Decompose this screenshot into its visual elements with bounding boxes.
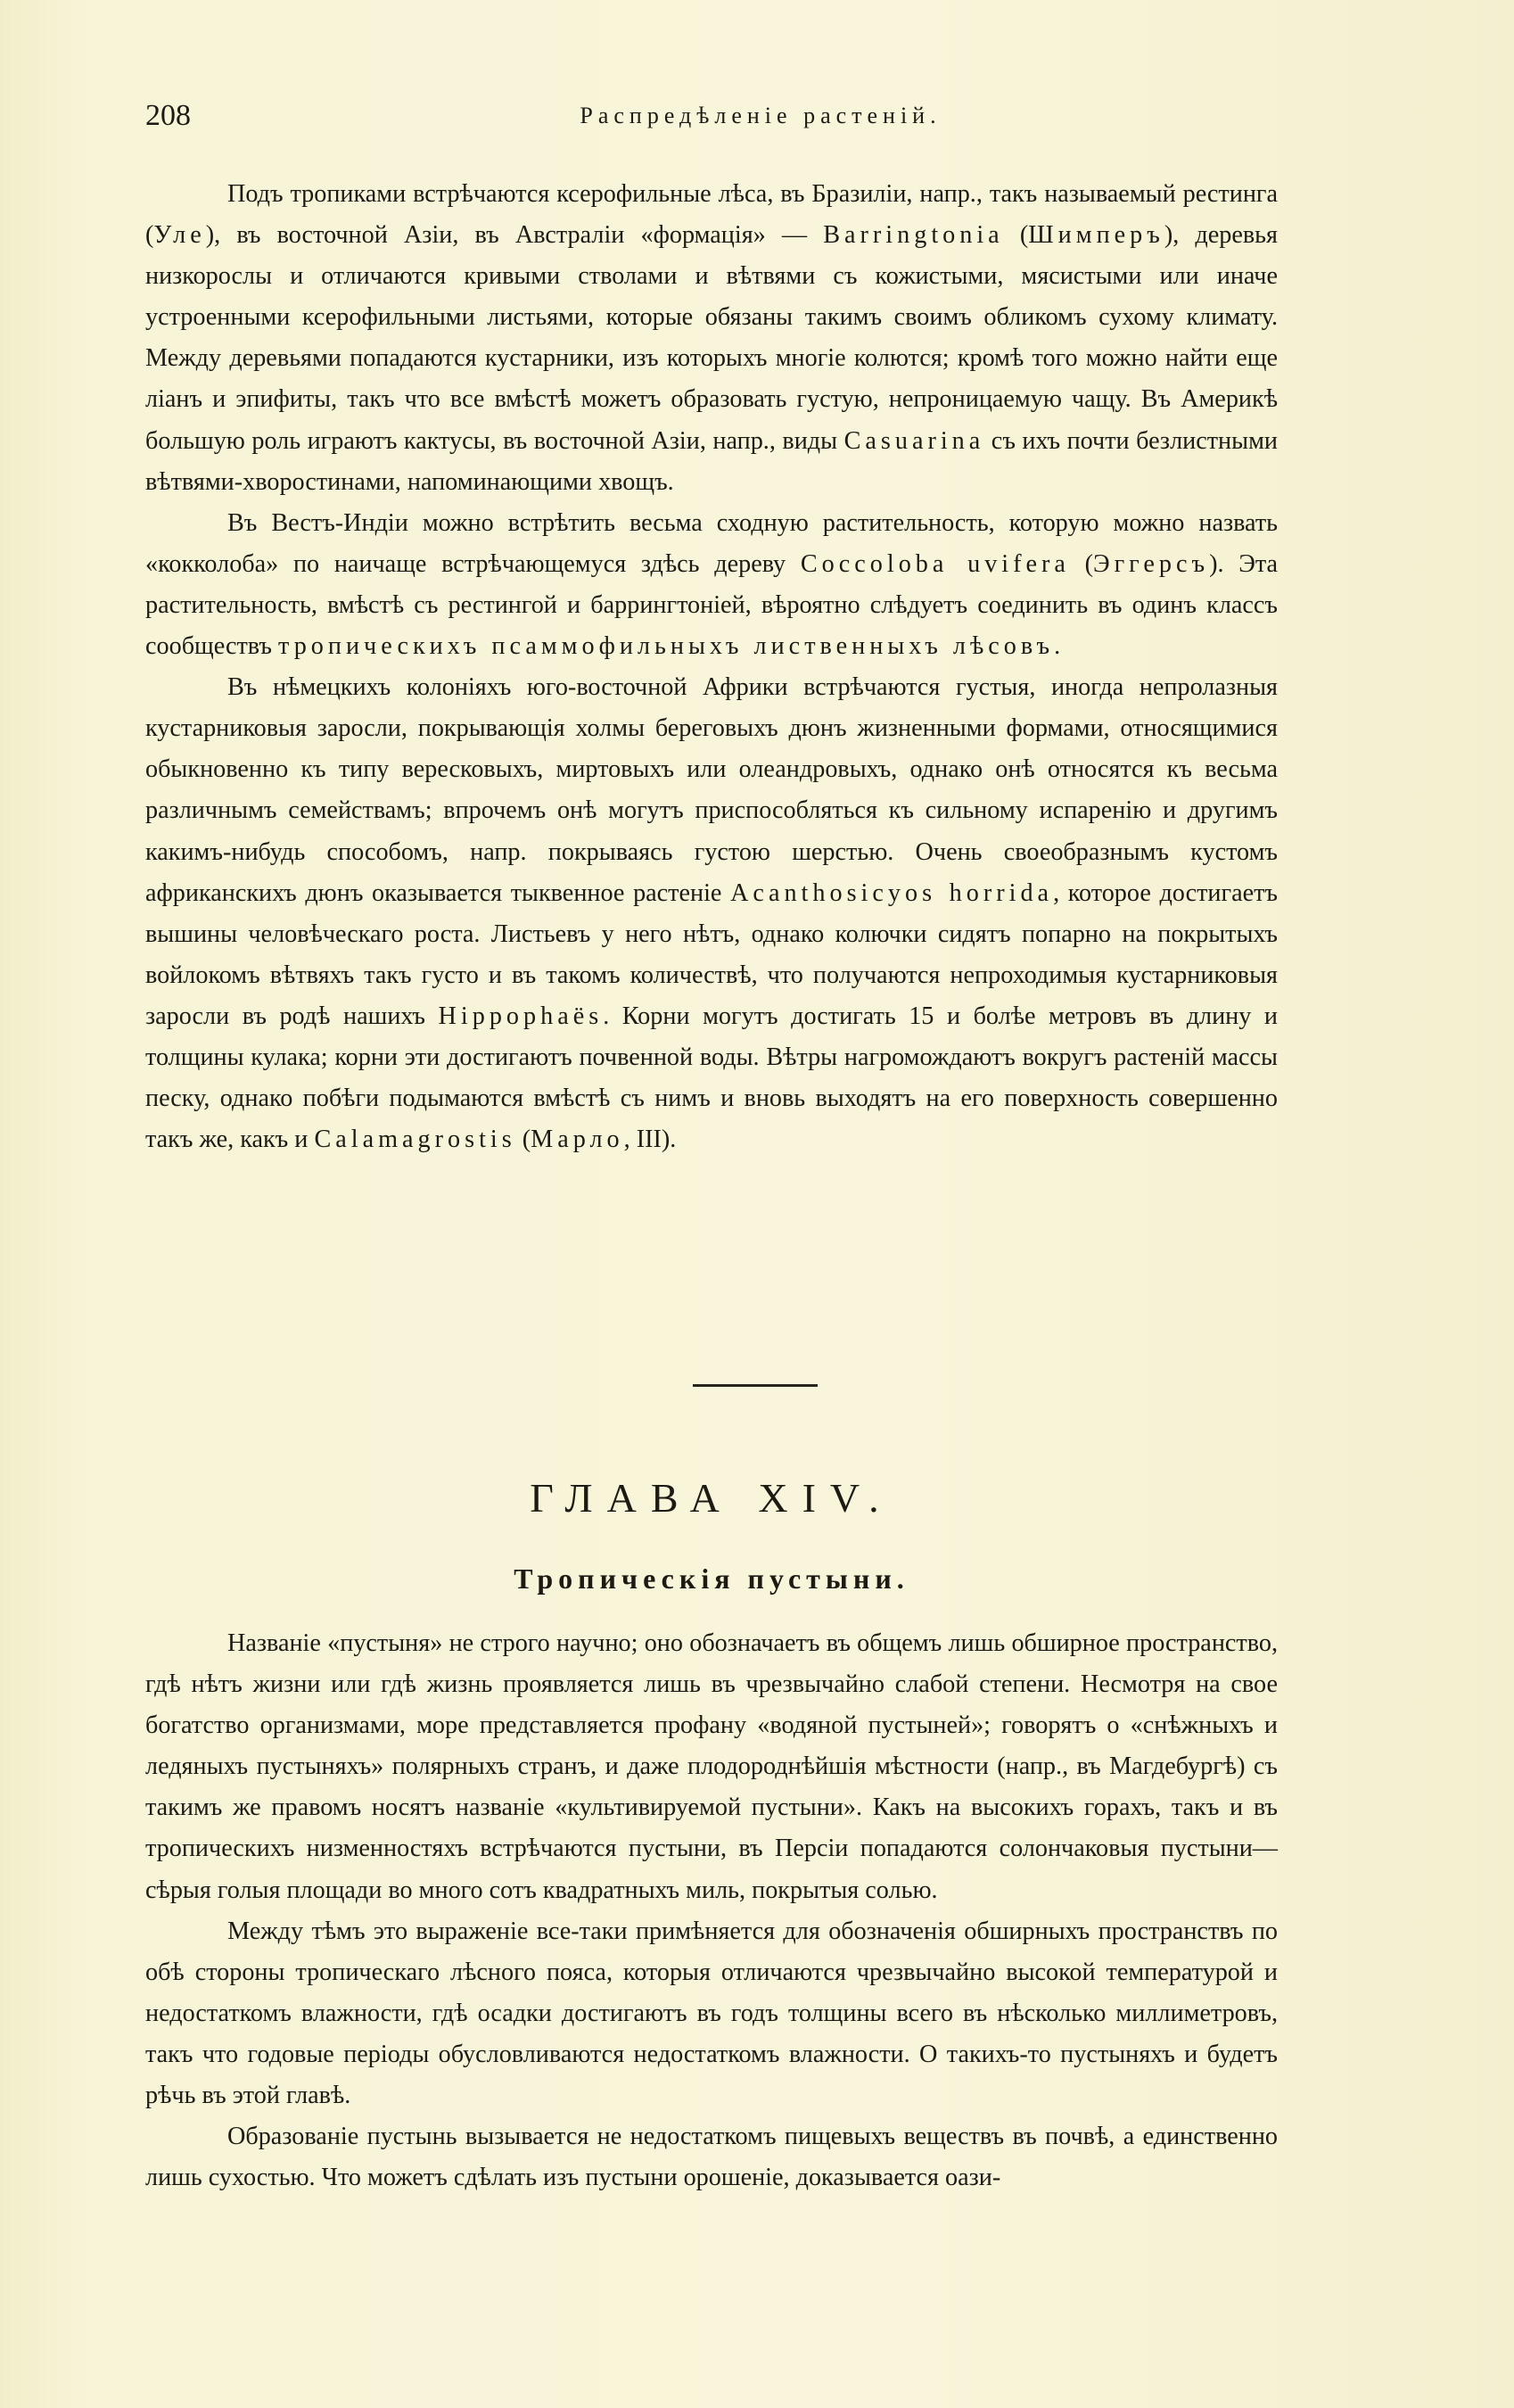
paragraph-africa-dunes: Въ нѣмецкихъ колоніяхъ юго-восточной Африки встрѣчаются густыя, иногда непролазныя кустарниковыя заросли, покрывающія холмы береговыхъ дюнъ жизненными формами, относящимися обыкновенно къ типу вересковыхъ, миртовыхъ или олеандровыхъ, однако онѣ относятся къ весьма различнымъ семействамъ; впрочемъ онѣ могутъ приспособляться къ сильному испаренію и другимъ какимъ-нибудь способомъ, напр. покрываясь густою шерстью. Очень своеобразнымъ кустомъ африканскихъ дюнъ оказывается тыквенное растеніе Acanthosicyos horrida, которое достигаетъ вышины человѣческаго роста. Листьевъ у него нѣтъ, однако колючки сидятъ попарно на покрытыхъ войлокомъ вѣтвяхъ такъ густо и въ такомъ количествѣ, что получаются непроходимыя кустарниковыя заросли въ родѣ нашихъ Hippophaës. Корни могутъ достигать 15 и болѣе метровъ въ длину и толщины кулака; корни эти достигаютъ почвенной воды. Вѣтры нагромождаютъ вокругъ растеній массы песку, однако побѣги подымаются вмѣстѣ съ нимъ и вновь выходятъ на его поверхность совершенно такъ же, какъ и Calamagrostis (Марло, III). bbox=[145, 673, 1278, 1154]
chapter-title: ГЛАВА XIV. bbox=[530, 1475, 893, 1521]
chapter-subtitle: Тропическія пустыни. bbox=[514, 1563, 909, 1595]
paragraph-desert-climate: Между тѣмъ это выраженіе все-таки примѣняется для обозначенія обширныхъ пространствъ по обѣ стороны тропическаго лѣсного пояса, которыя отличаются чрезвычайно высокой температурой и недостаткомъ влажности, гдѣ осадки достигаютъ въ годъ толщины всего въ нѣсколько миллиметровъ, такъ что годовые періоды обусловливаются недостаткомъ влажности. О такихъ-то пустыняхъ и будетъ рѣчь въ этой главѣ. bbox=[145, 1917, 1278, 2110]
paragraph-desert-formation: Образованіе пустынь вызывается не недостаткомъ пищевыхъ веществъ въ почвѣ, а единственно лишь сухостью. Что можетъ сдѣлать изъ пустыни орошеніе, доказывается оази- bbox=[145, 2123, 1278, 2192]
page-number: 208 bbox=[145, 99, 191, 132]
section-text-top bbox=[145, 174, 1278, 1160]
section-divider bbox=[693, 1384, 818, 1387]
running-title: Распредѣленіе растеній. bbox=[580, 103, 942, 128]
section-text-bottom bbox=[145, 1623, 1278, 2198]
paragraph-restinga: Подъ тропиками встрѣчаются ксерофильные лѣса, въ Бразиліи, напр., такъ называемый рестинга (Уле), въ восточной Азіи, въ Австраліи «формація» — Barringtonia (Шимперъ), деревья низкорослы и отличаются кривыми стволами и вѣтвями съ кожистыми, мясистыми или иначе устроенными ксерофильными листьями, которые обязаны такимъ своимъ обликомъ сухому климату. Между деревьями попадаются кустарники, изъ которыхъ многіе колются; кромѣ того можно найти еще ліанъ и эпифиты, такъ что все вмѣстѣ можетъ образовать густую, непроницаемую чащу. Въ Америкѣ большую роль играютъ кактусы, въ восточной Азіи, напр., виды Casuarina съ ихъ почти безлистными вѣтвями-хворостинами, напоминающими хвощъ. bbox=[145, 180, 1278, 496]
paragraph-desert-definition: Названіе «пустыня» не строго научно; оно обозначаетъ въ общемъ лишь обширное пространство, гдѣ нѣтъ жизни или гдѣ жизнь проявляется лишь въ чрезвычайно слабой степени. Несмотря на свое богатство организмами, море представляется профану «водяной пустыней»; говорятъ о «снѣжныхъ и ледяныхъ пустыняхъ» полярныхъ странъ, и даже плодороднѣйшія мѣстности (напр., въ Магдебургѣ) съ такимъ же правомъ носятъ названіе «культивируемой пустыни». Какъ на высокихъ горахъ, такъ и въ тропическихъ низменностяхъ встрѣчаются пустыни, въ Персіи попадаются солончаковыя пустыни—сѣрыя голыя площади во много сотъ квадратныхъ миль, покрытыя солью. bbox=[145, 1629, 1278, 1904]
paragraph-west-indies: Въ Вестъ-Индіи можно встрѣтить весьма сходную растительность, которую можно назвать «кокколоба» по наичаще встрѣчающемуся здѣсь дереву Coccoloba uvifera (Эггерсъ). Эта растительность, вмѣстѣ съ рестингой и баррингтоніей, вѣроятно слѣдуетъ соединить въ одинъ классъ сообществъ тропическихъ псаммофильныхъ лиственныхъ лѣсовъ. bbox=[145, 508, 1278, 661]
running-header bbox=[145, 96, 1278, 136]
